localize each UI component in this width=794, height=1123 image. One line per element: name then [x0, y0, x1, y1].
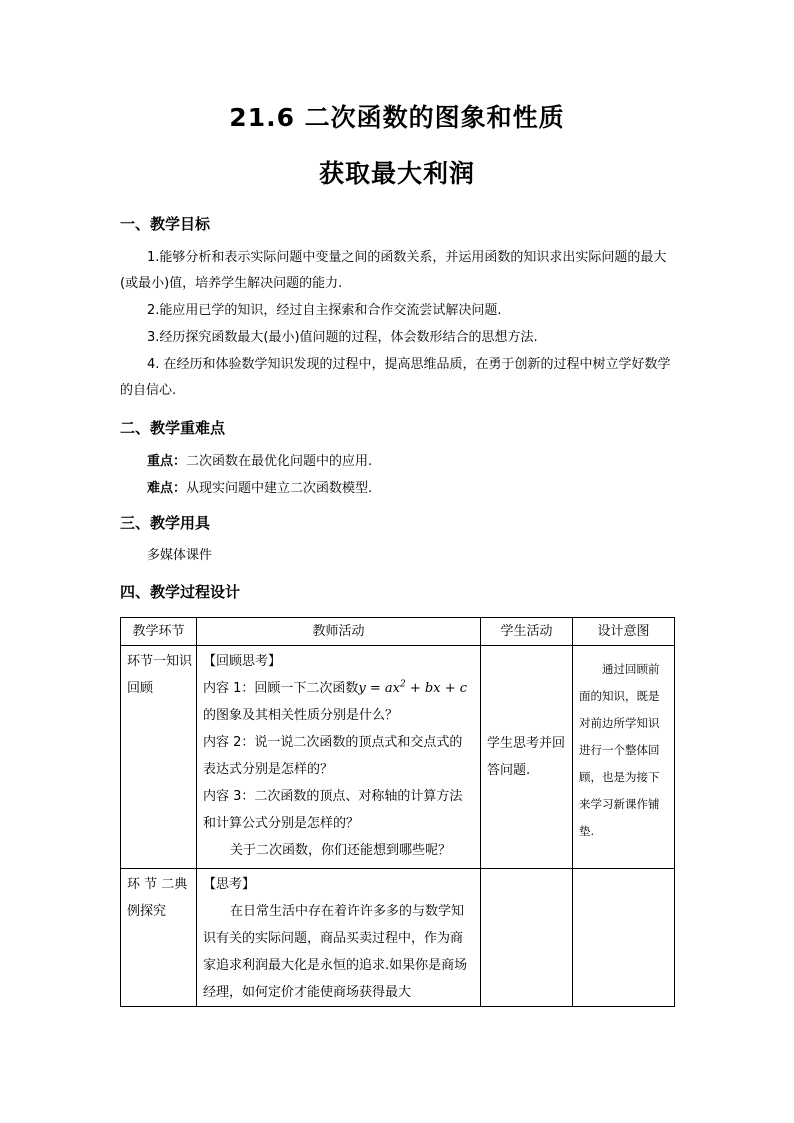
section-heading-key-points: 二、教学重难点 — [120, 419, 226, 437]
objective-item-3: 3.经历探究函数最大(最小)值问题的过程，体会数形结合的思想方法. — [147, 330, 538, 345]
key-point — [147, 449, 372, 475]
row2-teacher-text: 在日常生活中存在着许许多多的与数学知识有关的实际问题，商品买卖过程中，作为商家追求利润最大化是永恒的追求.如果你是商场经理，如何定价才能使商场获得最大 — [203, 904, 468, 1000]
row1-teacher-q1-text: 内容 1：回顾一下二次函数 — [203, 681, 359, 696]
header-stage: 教学环节 — [121, 618, 197, 646]
row1-intent — [573, 646, 675, 869]
row2-student — [481, 869, 573, 1007]
row2-teacher-tag: 【思考】 — [203, 877, 256, 892]
objective-item-2: 2.能应用已学的知识，经过自主探索和合作交流尝试解决问题. — [147, 303, 502, 318]
header-intent: 设计意图 — [573, 618, 675, 646]
document-subtitle: 获取最大利润 — [318, 159, 475, 188]
key-point-text: 二次函数在最优化问题中的应用. — [186, 454, 373, 469]
objective-item-1: 1.能够分析和表示实际问题中变量之间的函数关系，并运用函数的知识求出实际问题的最大(或最小)值，培养学生解决问题的能力. — [120, 250, 667, 291]
header-teacher: 教师活动 — [197, 618, 481, 646]
key-point-label: 重点： — [147, 454, 187, 469]
process-table — [120, 617, 675, 1007]
difficult-point — [147, 476, 372, 502]
row1-teacher-q1-post: 的图象及其相关性质分别是什么？ — [203, 708, 399, 723]
row1-teacher-q4: 关于二次函数，你们还能想到哪些呢？ — [230, 843, 452, 858]
row1-student: 学生思考并回答问题. — [481, 646, 573, 869]
section-heading-tools: 三、教学用具 — [120, 514, 211, 532]
tools-text: 多媒体课件 — [147, 548, 213, 563]
section-heading-objectives: 一、教学目标 — [120, 215, 211, 233]
row1-stage: 环节一知识回顾 — [121, 646, 197, 869]
difficult-point-text: 从现实问题中建立二次函数模型. — [186, 481, 373, 496]
formula-ax: = ax — [365, 681, 401, 696]
row1-teacher-q2: 内容 2：说一说二次函数的顶点式和交点式的表达式分别是怎样的？ — [203, 735, 463, 777]
row2-intent — [573, 869, 675, 1007]
objective-item-4: 4. 在经历和体验数学知识发现的过程中，提高思维品质，在勇于创新的过程中树立学好数学的自信心. — [120, 357, 671, 398]
quadratic-formula — [358, 681, 467, 696]
formula-y: y — [358, 681, 366, 696]
formula-bx-c: + bx + c — [405, 681, 467, 696]
table-row — [121, 869, 675, 1007]
table-header-row — [121, 618, 675, 646]
row1-teacher — [197, 646, 481, 869]
row1-teacher-q3: 内容 3：二次函数的顶点、对称轴的计算方法和计算公式分别是怎样的？ — [203, 789, 463, 831]
document-title: 21.6 二次函数的图象和性质 — [229, 103, 565, 132]
row1-teacher-tag: 【回顾思考】 — [203, 654, 282, 669]
row1-intent-text: 通过回顾前面的知识，既是对前边所学知识进行一个整体回顾，也是为接下来学习新课作铺垫. — [579, 662, 660, 838]
row1-teacher-q1 — [203, 675, 474, 729]
row2-teacher — [197, 869, 481, 1007]
row2-stage: 环 节 二典例探究 — [121, 869, 197, 1007]
table-row — [121, 646, 675, 869]
section-heading-process: 四、教学过程设计 — [120, 583, 241, 601]
difficult-point-label: 难点： — [147, 481, 187, 496]
formula-exponent: 2 — [400, 679, 406, 690]
header-student: 学生活动 — [481, 618, 573, 646]
